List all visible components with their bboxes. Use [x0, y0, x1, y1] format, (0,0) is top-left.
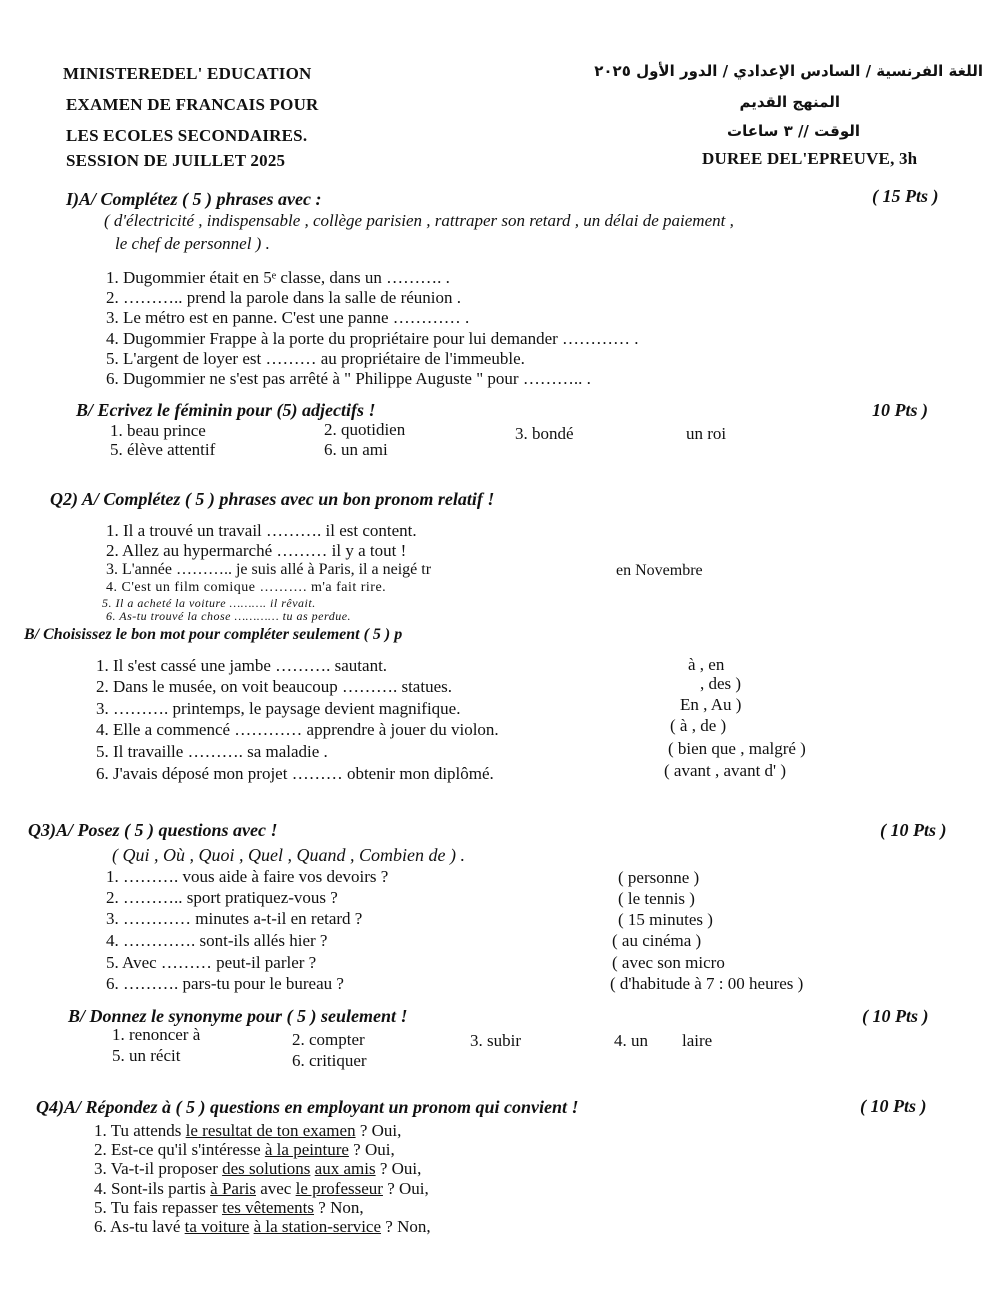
q4-question [94, 1198, 364, 1218]
q4-question [94, 1121, 401, 1141]
q1b-item: 1. beau prince [110, 421, 206, 440]
question-text: ? Oui, [375, 1159, 422, 1178]
q1a-words-line1: ( d'électricité , indispensable , collège parisien , rattraper son retard , un délai de paiement , [104, 211, 734, 230]
session-line: SESSION DE JUILLET 2025 [66, 151, 286, 170]
q3b-item-end: laire [682, 1031, 713, 1050]
q3b-item: 4. un [614, 1031, 648, 1050]
q1a-words-line2: le chef de personnel ) . [115, 234, 270, 253]
question-text: 1. Tu attends [94, 1121, 186, 1140]
q4a-points: ( 10 Pts ) [860, 1096, 927, 1116]
q1a-item: 2. ……….. prend la parole dans la salle de réunion . [106, 288, 462, 307]
q3a-answer: ( au cinéma ) [612, 931, 702, 950]
q3a-item: 5. Avec ……… peut-il parler ? [106, 953, 317, 972]
q2b-choice: ( bien que , malgré ) [668, 739, 806, 758]
q3b-item: 1. renoncer à [112, 1025, 201, 1044]
q3b-item: 6. critiquer [292, 1051, 367, 1070]
q2a-item: 1. Il a trouvé un travail ………. il est content. [106, 521, 417, 540]
underlined-complement: à la station-service [253, 1217, 382, 1236]
question-text: 6. As-tu lavé [94, 1217, 185, 1236]
q3a-words: ( Qui , Où , Quoi , Quel , Quand , Combien de ) . [112, 845, 465, 865]
q3a-answer: ( d'habitude à 7 : 00 heures ) [610, 974, 804, 993]
underlined-complement: le resultat de ton examen [185, 1121, 356, 1140]
q2a-item-end: en Novembre [616, 562, 703, 579]
q3b-item: 3. subir [470, 1031, 521, 1050]
q2b-item: 5. Il travaille ………. sa maladie . [96, 742, 328, 761]
q2b-choice: ( avant , avant d' ) [664, 761, 787, 780]
q3b-title: B/ Donnez le synonyme pour ( 5 ) seulement ! [68, 1006, 408, 1026]
underlined-complement: le professeur [295, 1179, 383, 1198]
question-text: ? Non, [381, 1217, 431, 1236]
q2a-item: 3. L'année ……….. je suis allé à Paris, il a neigé tr [106, 561, 432, 578]
q2b-choice: ( à , de ) [670, 716, 727, 735]
q2b-title: B/ Choisissez le bon mot pour compléter seulement ( 5 ) p [24, 626, 403, 643]
q3b-item: 5. un récit [112, 1046, 181, 1065]
q2b-choice: , des ) [700, 674, 742, 693]
q3a-answer: ( personne ) [618, 868, 700, 887]
q1a-item: 5. L'argent de loyer est ……… au propriétaire de l'immeuble. [106, 349, 525, 368]
q3a-title: Q3)A/ Posez ( 5 ) questions avec ! [28, 820, 278, 840]
q2a-item: 6. As-tu trouvé la chose ………… tu as perdue. [106, 609, 352, 623]
q3a-answer: ( le tennis ) [618, 889, 695, 908]
q1a-points: ( 15 Pts ) [872, 186, 939, 206]
q1b-item: un roi [686, 424, 727, 443]
duration-line: DUREE DEL'EPREUVE, 3h [702, 149, 918, 168]
question-text: 3. Va-t-il proposer [94, 1159, 223, 1178]
underlined-complement: tes vêtements [221, 1198, 315, 1217]
q3a-answer: ( 15 minutes ) [618, 910, 713, 929]
q1a-title: I)A/ Complétez ( 5 ) phrases avec : [66, 189, 322, 209]
q1a-item: 4. Dugommier Frappe à la porte du propriétaire pour lui demander ………… . [106, 329, 639, 348]
q3b-points: ( 10 Pts ) [862, 1006, 929, 1026]
question-text: avec [255, 1179, 296, 1198]
question-text: 4. Sont-ils partis [94, 1179, 211, 1198]
schools-line: LES ECOLES SECONDAIRES. [66, 126, 308, 145]
underlined-complement: à Paris [210, 1179, 256, 1198]
q1b-item: 6. un ami [324, 440, 388, 459]
q1b-item: 3. bondé [515, 424, 574, 443]
q3a-points: ( 10 Pts ) [880, 820, 947, 840]
q2b-item: 3. ………. printemps, le paysage devient magnifique. [96, 699, 461, 718]
q1a-item: 6. Dugommier ne s'est pas arrêté à " Philippe Auguste " pour ……….. . [106, 369, 591, 388]
q2a-item: 5. Il a acheté la voiture ………. il rêvait. [102, 596, 316, 610]
q2a-title: Q2) A/ Complétez ( 5 ) phrases avec un bon pronom relatif ! [50, 489, 495, 509]
q2a-item: 2. Allez au hypermarché ……… il y a tout ! [106, 541, 407, 560]
q1a-item: 1. Dugommier était en 5ᵉ classe, dans un ………. . [106, 268, 450, 287]
q4-question [94, 1140, 395, 1160]
q1b-item: 2. quotidien [324, 420, 406, 439]
underlined-complement: aux amis [314, 1159, 376, 1178]
q3a-item: 1. ………. vous aide à faire vos devoirs ? [106, 867, 389, 886]
question-text: ? Non, [314, 1198, 364, 1217]
q4-question [94, 1217, 431, 1237]
underlined-complement: à la peinture [264, 1140, 349, 1159]
q3a-item: 6. ………. pars-tu pour le bureau ? [106, 974, 344, 993]
q2a-item: 4. C'est un film comique ………. m'a fait rire. [106, 580, 387, 595]
question-text: ? Oui, [348, 1140, 395, 1159]
question-text: 5. Tu fais repasser [94, 1198, 222, 1217]
q2b-item: 1. Il s'est cassé une jambe ………. sautant. [96, 656, 388, 675]
arabic-time-line: الوقت // ٣ ساعات [727, 122, 860, 140]
q1b-item: 5. élève attentif [110, 440, 216, 459]
q4a-title: Q4)A/ Répondez à ( 5 ) questions en employant un pronom qui convient ! [36, 1097, 579, 1117]
q4-question [94, 1159, 421, 1179]
ministry-line: MINISTEREDEL' EDUCATION [63, 64, 312, 83]
q1b-title: B/ Ecrivez le féminin pour (5) adjectifs ! [76, 400, 376, 420]
q3a-item: 4. …………. sont-ils allés hier ? [106, 931, 328, 950]
q2b-item: 2. Dans le musée, on voit beaucoup ………. statues. [96, 677, 452, 696]
q2b-choice: En , Au ) [680, 695, 742, 714]
q3a-answer: ( avec son micro [612, 953, 725, 972]
q1b-points: 10 Pts ) [872, 400, 928, 420]
q4-question [94, 1179, 429, 1199]
q3a-item: 2. ……….. sport pratiquez-vous ? [106, 888, 338, 907]
exam-title-line: EXAMEN DE FRANCAIS POUR [66, 95, 319, 114]
q2b-item: 6. J'avais déposé mon projet ……… obtenir mon diplômé. [96, 764, 494, 783]
q2b-choice: à , en [688, 655, 725, 674]
q3b-item: 2. compter [292, 1030, 365, 1049]
arabic-curriculum-line: المنهج القديم [739, 93, 840, 111]
q2b-item: 4. Elle a commencé ………… apprendre à jouer du violon. [96, 720, 499, 739]
arabic-subject-line: اللغة الفرنسية / السادس الإعدادي / الدور الأول ٢٠٢٥ [594, 62, 983, 80]
question-text: ? Oui, [355, 1121, 402, 1140]
q1a-item: 3. Le métro est en panne. C'est une panne ………… . [106, 308, 470, 327]
question-text: 2. Est-ce qu'il s'intéresse [94, 1140, 265, 1159]
underlined-complement: des solutions [222, 1159, 311, 1178]
underlined-complement: ta voiture [184, 1217, 250, 1236]
question-text: ? Oui, [382, 1179, 429, 1198]
q3a-item: 3. ………… minutes a-t-il en retard ? [106, 909, 363, 928]
